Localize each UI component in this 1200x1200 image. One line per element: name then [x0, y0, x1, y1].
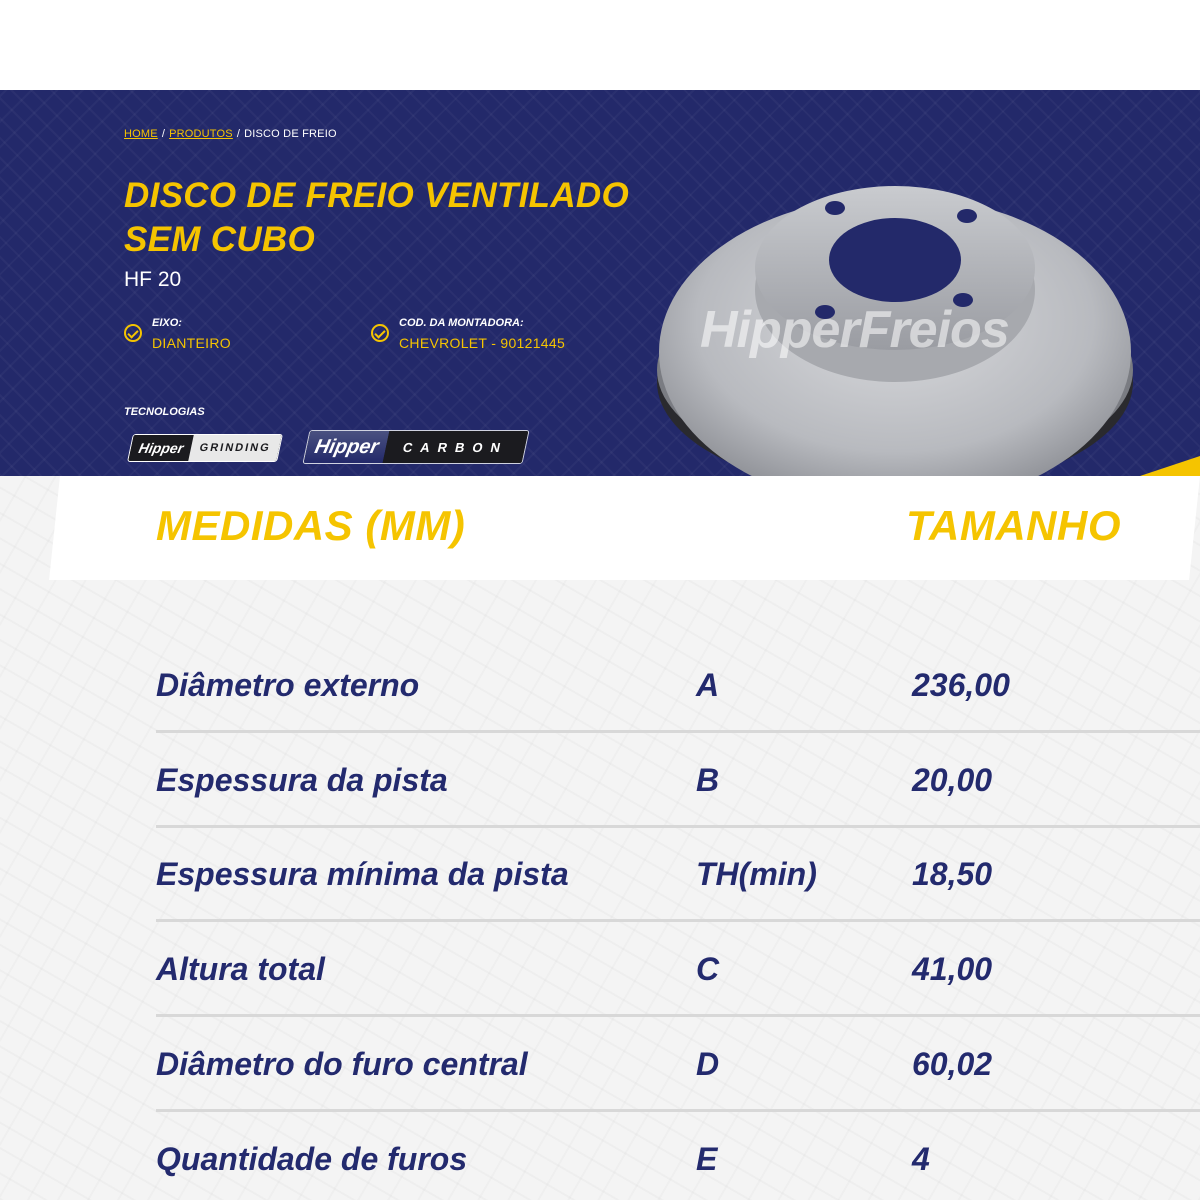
measure-code: C: [696, 951, 720, 987]
spec-eixo-label: EIXO:: [152, 317, 182, 329]
breadcrumb-home-link[interactable]: HOME: [124, 128, 158, 140]
measure-value: 60,02: [912, 1046, 993, 1082]
measure-name: Diâmetro externo: [156, 667, 420, 703]
measure-row: [156, 733, 1200, 828]
measure-value: 236,00: [912, 667, 1010, 703]
measure-row: [156, 638, 1200, 733]
measure-row: [156, 1017, 1200, 1112]
measure-code: B: [696, 762, 720, 798]
measure-value: 18,50: [912, 856, 993, 892]
disc-bolt-hole: [957, 209, 977, 223]
measure-name: Quantidade de furos: [156, 1141, 468, 1177]
spec-montadora-label: COD. DA MONTADORA:: [399, 317, 524, 329]
spec-montadora-value: CHEVROLET - 90121445: [399, 335, 566, 351]
check-circle-icon: [371, 324, 389, 342]
disc-center-bore: [829, 218, 961, 302]
measure-name: Espessura mínima da pista: [156, 856, 569, 892]
check-circle-icon: [124, 324, 142, 342]
badge-suffix: GRINDING: [189, 435, 282, 461]
measure-row: [156, 922, 1200, 1017]
spec-eixo-value: DIANTEIRO: [152, 335, 231, 351]
hipper-grinding-badge: [127, 434, 283, 462]
measures-header-left: MEDIDAS (MM): [156, 502, 466, 549]
measure-code: E: [696, 1141, 718, 1177]
spec-montadora: [371, 316, 565, 354]
badge-brand: Hipper: [304, 431, 390, 463]
measure-name: Espessura da pista: [156, 762, 448, 798]
measure-value: 20,00: [912, 762, 993, 798]
breadcrumb-products-link[interactable]: PRODUTOS: [169, 128, 233, 140]
measure-name: Altura total: [156, 951, 325, 987]
measure-code: A: [696, 667, 720, 703]
product-code: HF 20: [124, 268, 182, 291]
brake-disc-image: [655, 90, 1200, 476]
technologies-label: TECNOLOGIAS: [124, 406, 205, 418]
product-title: DISCO DE FREIO VENTILADO SEM CUBO: [124, 176, 630, 259]
measure-row: [156, 1112, 1200, 1200]
breadcrumb-current: DISCO DE FREIO: [244, 128, 337, 140]
breadcrumb-separator: /: [161, 128, 166, 140]
breadcrumb: [124, 128, 337, 140]
measure-code: TH(min): [696, 856, 817, 892]
hero-accent-corner: [1140, 456, 1200, 476]
spec-eixo: [124, 316, 231, 354]
measures-header-right: TAMANHO: [906, 502, 1122, 549]
product-image: [655, 90, 1200, 476]
measure-code: D: [696, 1046, 720, 1082]
badge-suffix: CARBON: [383, 431, 528, 463]
product-hero: [0, 90, 1200, 476]
hipper-carbon-badge: [302, 430, 529, 464]
disc-bolt-hole: [825, 201, 845, 215]
badge-brand: Hipper: [128, 435, 194, 461]
top-whitespace: [0, 0, 1200, 90]
measure-value: 4: [912, 1141, 930, 1177]
measure-name: Diâmetro do furo central: [156, 1046, 528, 1082]
measures-section: [0, 476, 1200, 1200]
image-watermark: HipperFreios: [700, 301, 1009, 359]
breadcrumb-separator: /: [236, 128, 241, 140]
measure-value: 41,00: [912, 951, 993, 987]
measure-row: [156, 827, 1200, 922]
